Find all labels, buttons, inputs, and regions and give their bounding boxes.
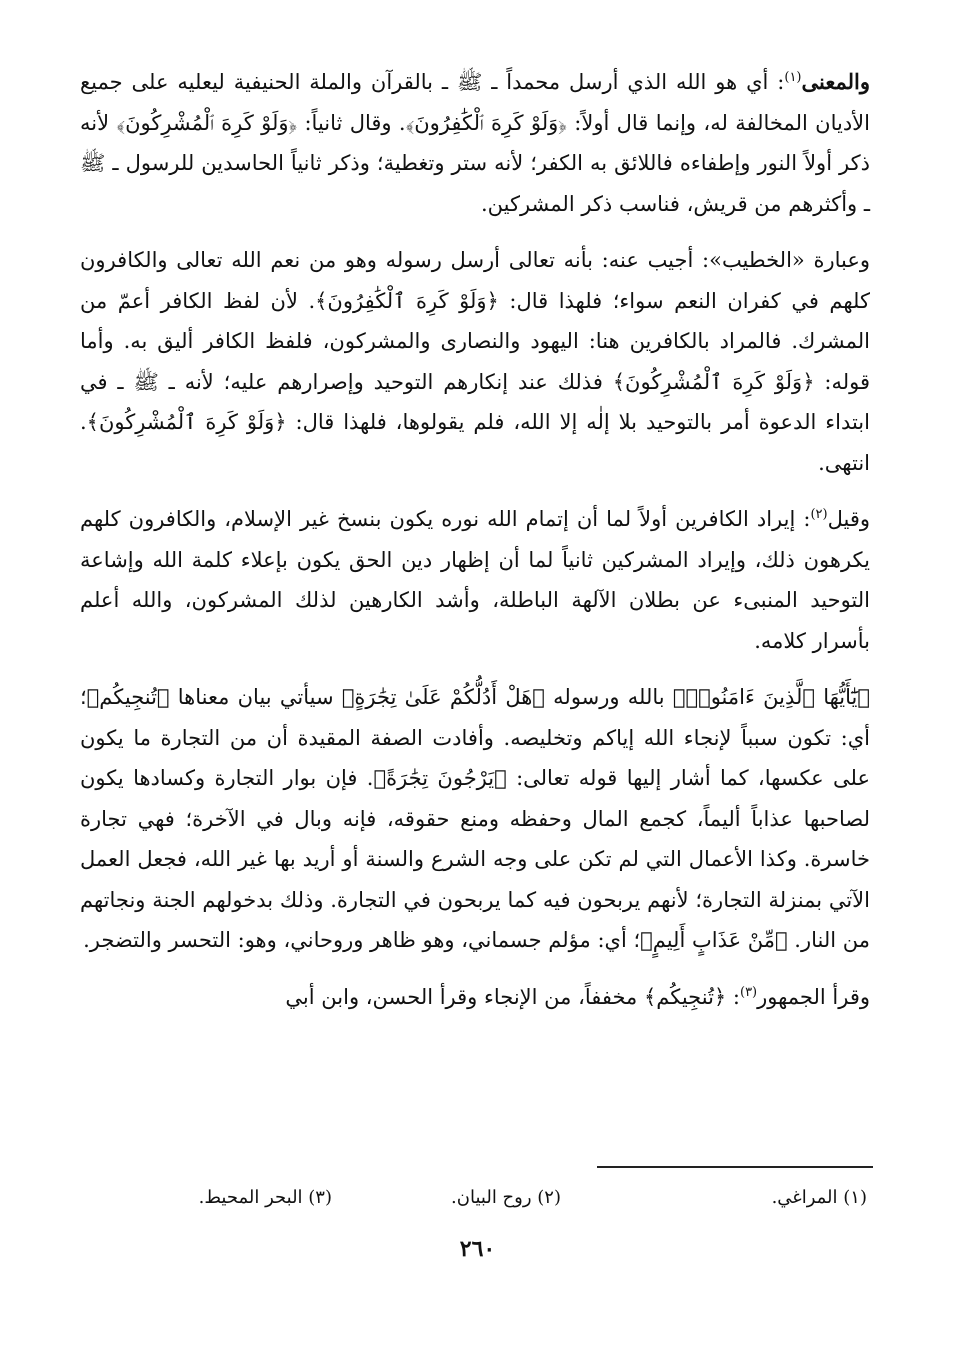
paragraph-3-text: : إيراد الكافرين أولاً لما أن إتمام الله نوره يكون بنسخ غير الإسلام، والكافرون كلهم يكرهون ذلك، وإيراد المشركين ثانياً لما أن إظهار دين الحق يكون بإعلاء كلمة الله وإشاعة التوحيد المنبىء عن بطلان الآلهة الباطلة، وأشد الكارهين لذلك المشركون، والله أعلم بأسرار كلامه.: [80, 507, 871, 653]
paragraph-4-text: ﴿يَٰٓأَيُّهَا ٱلَّذِينَ ءَامَنُوا۟﴾ بالله ورسوله ﴿هَلْ أَدُلُّكُمْ عَلَىٰ تِجَٰرَةٍ﴾ سيأتي بيان معناها ﴿تُنجِيكُم﴾؛ أي: تكون سبباً لإنجاء الله إياكم وتخليصه. وأفادت الصفة المقيدة أن من التجارة ما يكون على عكسها، كما أشار إليها قوله تعالى: ﴿يَرْجُونَ تِجَٰرَةً﴾. فإن بوار التجارة وكسادها يكون لصاحبها عذاباً أليماً، كجمع المال وحفظه ومنع حقوقه، فإنه وبال في الآخرة؛ فهي تجارة خاسرة. وكذا الأعمال التي لم تكن على وجه الشرع والسنة أو أريد بها غير الله، فجعل العمل الآتي بمنزلة التجارة؛ لأنهم يربحون فيه كما يربحون في التجارة. وذلك بدخولهم الجنة ونجاتهم من النار. ﴿مِّنْ عَذَابٍ أَلِيمٍ﴾؛ أي: مؤلم جسماني، وهو ظاهر وروحاني، وهو: التحسر والتضجر.: [80, 685, 870, 952]
paragraph-4: [80, 677, 870, 961]
paragraph-1-lead: والمعنى: [801, 69, 870, 94]
paragraph-2: [80, 240, 870, 483]
footnote-3: (٣) البحر المحيط.: [198, 1187, 332, 1208]
paragraph-5: [80, 977, 870, 1018]
footnote-2: (٢) روح البيان.: [451, 1187, 561, 1208]
paragraph-3-lead: وقيل: [827, 507, 870, 531]
paragraph-3-footnote-ref: (٢): [810, 507, 828, 522]
paragraph-1-footnote-ref: (١): [784, 70, 802, 85]
paragraph-2-text: وعبارة «الخطيب»: أجيب عنه: بأنه تعالى أرسل رسوله وهو من نعم الله تعالى والكافرون كلهم في كفران النعم سواء؛ فلهذا قال: ﴿وَلَوْ كَرِهَ ٱلْكَٰفِرُونَ﴾. لأن لفظ الكافر أعمّ من المشرك. فالمراد بالكافرين هنا: اليهود والنصارى والمشركون، فلفظ الكافر أليق به. وأما قوله: ﴿وَلَوْ كَرِهَ ٱلْمُشْرِكُونَ﴾ فذلك عند إنكارهم التوحيد وإصرارهم عليه؛ لأنه ـ ﷺ ـ في ابتداء الدعوة أمر بالتوحيد بلا إلٰه إلا الله، فلم يقولوها، فلهذا قال: ﴿وَلَوْ كَرِهَ ٱلْمُشْرِكُونَ﴾. انتهى.: [80, 248, 871, 475]
paragraph-5-text: : ﴿تُنجِيكُم﴾ مخففاً، من الإنجاء وقرأ الحسن، وابن أبي: [285, 984, 740, 1009]
paragraph-1-text: : أي هو الله الذي أرسل محمداً ـ ﷺ ـ بالقرآن والملة الحنيفية ليعليه على جميع الأديان المخالفة له، وإنما قال أولاً: ﴿وَلَوْ كَرِهَ ٱلْكَٰفِرُونَ﴾. وقال ثانياً: ﴿وَلَوْ كَرِهَ ٱلْمُشْرِكُونَ﴾ لأنه ذكر أولاً النور وإطفاءه فاللائق به الكفر؛ لأنه ستر وتغطية؛ وذكر ثانياً الحاسدين للرسول ـ ﷺ ـ وأكثرهم من قريش، فناسب ذكر المشركين.: [80, 70, 870, 216]
paragraph-1: [80, 62, 870, 224]
paragraph-5-footnote-ref: (٣): [739, 984, 758, 1000]
page-number: ٢٦٠: [459, 1236, 496, 1262]
footnote-1: (١) المراغي.: [771, 1187, 867, 1208]
footnote-divider: [597, 1166, 873, 1168]
page-body: [80, 62, 870, 1017]
paragraph-5-lead: وقرأ الجمهور: [757, 984, 870, 1009]
paragraph-3: [80, 499, 870, 661]
